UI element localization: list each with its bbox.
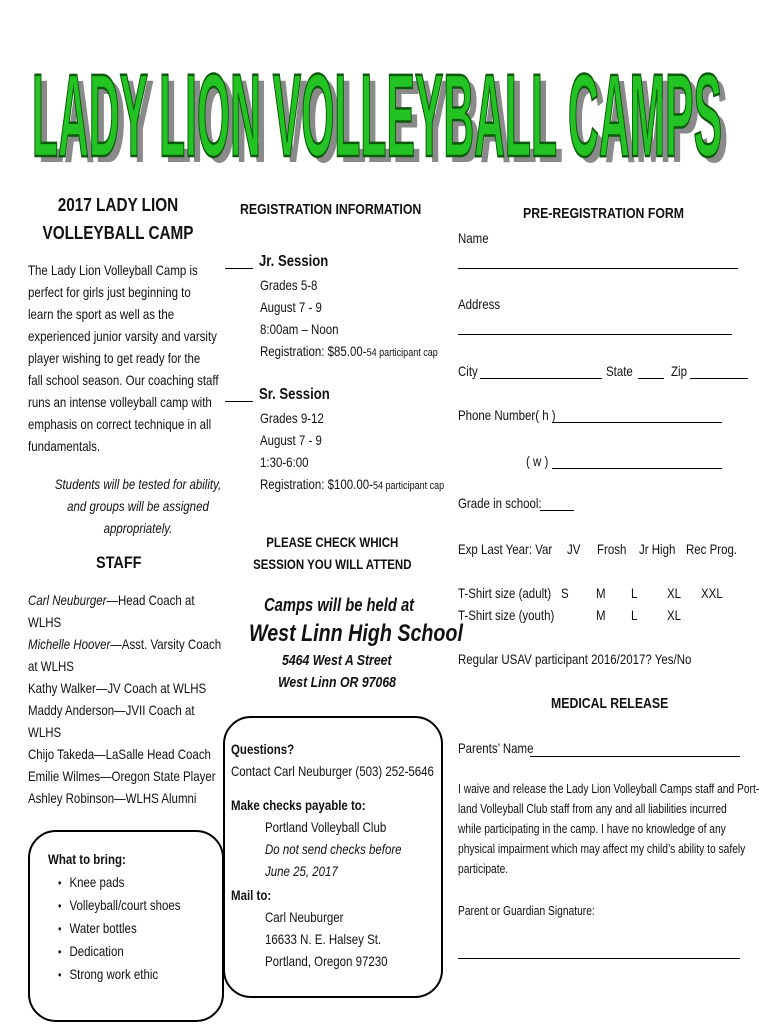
staff-line: WLHS xyxy=(28,724,62,740)
adult-size-xl[interactable]: XL xyxy=(667,585,682,601)
contact-line: Contact Carl Neuburger (503) 252-5646 xyxy=(231,763,434,779)
checks-payee: Portland Volleyball Club xyxy=(265,819,387,835)
phone-work-field[interactable] xyxy=(552,468,722,469)
exp-label: Exp Last Year: Var xyxy=(458,541,553,557)
sr-session-title: Sr. Session xyxy=(259,386,330,403)
staff-line: Emilie Wilmes—Oregon State Player xyxy=(28,768,216,784)
held-at-label: Camps will be held at xyxy=(264,595,415,615)
bring-list xyxy=(58,871,207,986)
adult-size-xxl[interactable]: XXL xyxy=(701,585,723,601)
jr-checkbox-line[interactable] xyxy=(225,252,253,269)
contact-box xyxy=(223,716,443,998)
exp-option-jr-high[interactable]: Jr High xyxy=(639,541,676,557)
address-field[interactable] xyxy=(458,334,732,335)
phone-work-label: ( w ) xyxy=(526,453,549,469)
bring-item: • Volleyball/court shoes xyxy=(58,894,181,917)
bring-heading: What to bring: xyxy=(48,851,126,867)
checks-heading: Make checks payable to: xyxy=(231,797,366,813)
testing-note: Students will be tested for ability, and groups will be assigned appropriately. xyxy=(54,476,222,536)
adult-size-m[interactable]: M xyxy=(596,585,606,601)
bring-item: • Water bottles xyxy=(58,917,181,940)
exp-option-frosh[interactable]: Frosh xyxy=(597,541,627,557)
intro-line: learn the sport as well as the xyxy=(28,306,175,322)
exp-option-jv[interactable]: JV xyxy=(567,541,581,557)
camp-heading-line2: VOLLEYBALL CAMP xyxy=(42,223,194,243)
staff-line: Maddy Anderson—JVII Coach at xyxy=(28,702,195,718)
zip-label: Zip xyxy=(671,363,687,379)
staff-line: Chijo Takeda—LaSalle Head Coach xyxy=(28,746,211,762)
intro-line: player wishing to get ready for the xyxy=(28,350,201,366)
school-street: 5464 West A Street xyxy=(282,652,392,669)
jr-registration: Registration: $85.00-54 participant cap xyxy=(260,343,438,359)
youth-size-m[interactable]: M xyxy=(596,607,606,623)
waiver-text: I waive and release the Lady Lion Volleyball Camps staff and Port- land Volleyball Club staff from any and all liabilities incurred while participating in the camp. I have no knowledge of any physical impairment which may affect my child’s ability to safely participate. xyxy=(458,782,760,876)
zip-field[interactable] xyxy=(690,378,748,379)
tshirt-youth-label: T-Shirt size (youth) xyxy=(458,607,555,623)
intro-paragraph xyxy=(28,259,260,457)
title-text: LADY LION VOLLEYBALL CAMPS xyxy=(32,50,722,182)
pre-registration-heading: PRE-REGISTRATION FORM xyxy=(523,205,685,222)
medical-release-heading: MEDICAL RELEASE xyxy=(551,695,669,712)
bring-item: • Knee pads xyxy=(58,871,181,894)
school-name: West Linn High School xyxy=(249,620,463,647)
title-shadow: LADY LION VOLLEYBALL CAMPS xyxy=(38,56,728,188)
state-field[interactable] xyxy=(638,378,664,379)
sr-details: Grades 9-12 August 7 - 9 1:30-6:00 Registration: $100.00-54 participant cap xyxy=(260,407,485,497)
questions-label: Questions? xyxy=(231,741,295,757)
youth-size-l[interactable]: L xyxy=(631,607,638,623)
intro-line: fall school season. Our coaching staff xyxy=(28,372,219,388)
jr-session xyxy=(225,251,329,270)
staff-line: at WLHS xyxy=(28,658,74,674)
intro-line: The Lady Lion Volleyball Camp is xyxy=(28,262,198,278)
jr-details: Grades 5-8 August 7 - 9 8:00am – Noon Registration: $85.00-54 participant cap xyxy=(260,274,477,364)
sr-checkbox-line[interactable] xyxy=(225,385,253,402)
staff-line: Carl Neuburger—Head Coach at xyxy=(28,592,195,608)
staff-line: Michelle Hoover—Asst. Varsity Coach xyxy=(28,636,222,652)
mail-line: Portland, Oregon 97230 xyxy=(265,953,388,969)
tshirt-adult-label: T-Shirt size (adult) xyxy=(458,585,552,601)
parents-name-field[interactable] xyxy=(530,756,740,757)
usav-question: Regular USAV participant 2016/2017? Yes/No xyxy=(458,651,692,667)
bring-item: • Dedication xyxy=(58,940,181,963)
intro-line: experienced junior varsity and varsity xyxy=(28,328,217,344)
address-label: Address xyxy=(458,296,501,312)
sr-registration: Registration: $100.00-54 participant cap xyxy=(260,476,445,492)
sr-session xyxy=(225,384,330,403)
check-session-note: PLEASE CHECK WHICH SESSION YOU WILL ATTEND xyxy=(253,534,412,572)
youth-size-xl[interactable]: XL xyxy=(667,607,682,623)
bring-item: • Strong work ethic xyxy=(58,963,181,986)
adult-size-l[interactable]: L xyxy=(631,585,638,601)
name-label: Name xyxy=(458,230,489,246)
signature-label: Parent or Guardian Signature: xyxy=(458,904,595,918)
name-field[interactable] xyxy=(458,268,738,269)
intro-line: fundamentals. xyxy=(28,438,101,454)
staff-line: Kathy Walker—JV Coach at WLHS xyxy=(28,680,207,696)
intro-line: runs an intense volleyball camp with xyxy=(28,394,212,410)
what-to-bring-box xyxy=(28,830,224,1022)
school-city: West Linn OR 97068 xyxy=(278,674,397,691)
intro-line: perfect for girls just beginning to xyxy=(28,284,191,300)
phone-home-label: Phone Number( h ) xyxy=(458,407,556,423)
staff-line: Ashley Robinson—WLHS Alumni xyxy=(28,790,197,806)
camp-title xyxy=(32,32,736,192)
staff-line: WLHS xyxy=(28,614,62,630)
mail-line: Carl Neuburger xyxy=(265,909,344,925)
phone-home-field[interactable] xyxy=(552,422,722,423)
grade-label: Grade in school: xyxy=(458,495,542,511)
jr-session-title: Jr. Session xyxy=(259,253,329,270)
city-label: City xyxy=(458,363,478,379)
no-send-line2: June 25, 2017 xyxy=(265,863,338,879)
signature-field[interactable] xyxy=(458,958,740,959)
intro-line: emphasis on correct technique in all xyxy=(28,416,212,432)
mail-heading: Mail to: xyxy=(231,887,272,903)
camp-heading-line1: 2017 LADY LION xyxy=(57,195,179,215)
registration-heading: REGISTRATION INFORMATION xyxy=(240,201,422,218)
adult-size-s[interactable]: S xyxy=(561,585,569,601)
grade-field[interactable] xyxy=(540,510,574,511)
state-label: State xyxy=(606,363,633,379)
parents-name-label: Parents’ Name xyxy=(458,740,534,756)
staff-heading: STAFF xyxy=(96,553,142,572)
no-send-line1: Do not send checks before xyxy=(265,841,402,857)
exp-option-rec-prog[interactable]: Rec Prog. xyxy=(686,541,738,557)
city-field[interactable] xyxy=(480,378,602,379)
mail-line: 16633 N. E. Halsey St. xyxy=(265,931,382,947)
